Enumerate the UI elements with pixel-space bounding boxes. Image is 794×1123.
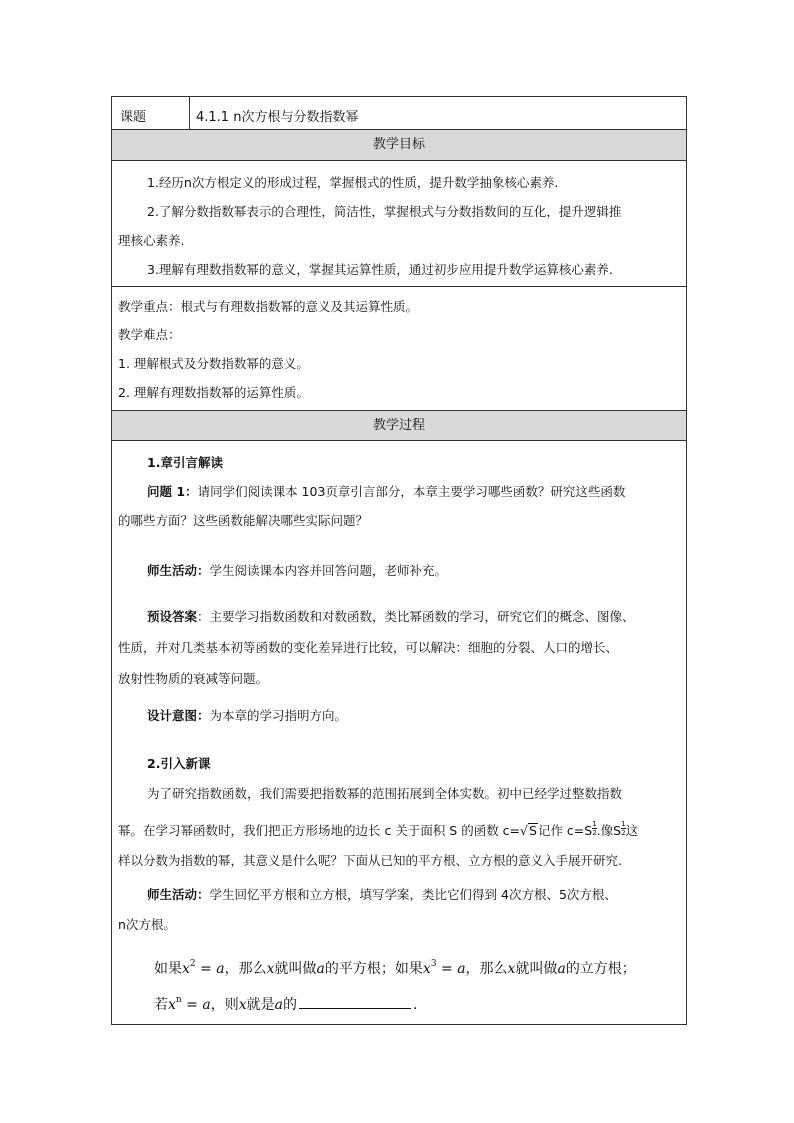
- sqrt-symbol: √S: [520, 823, 537, 838]
- question-text: 请同学们阅读课本 103页章引言部分，本章主要学习哪些函数？研究这些函数: [197, 484, 626, 499]
- math-definition-line: 如果$x^2 = a$，那么x就叫做a的平方根；如果$x^3 = a$，那么x就叫做a的立方根；: [154, 959, 636, 977]
- power-s-half: S $\frac{1}{2}$: [584, 820, 597, 838]
- intro-line: 幂。在学习幂函数时，我们把正方形场地的边长 c 关于面积 S 的函数 c=√S记作 c=S $\frac{1}{2}$ .像S $\frac{1}{2}$ 这: [118, 820, 639, 838]
- answer-line: 放射性物质的衰减等问题。: [118, 671, 269, 686]
- question-label: 问题 1：: [147, 484, 198, 499]
- keypoints-section: [112, 287, 686, 411]
- activity-text: 学生阅读课本内容并回答问题，老师补充。: [209, 563, 448, 578]
- process-header: [112, 411, 686, 441]
- difficulty-item: 2. 理解有理数指数幂的运算性质。: [118, 385, 309, 400]
- question-line: 的哪些方面？这些函数能解决哪些实际问题？: [118, 513, 369, 528]
- objective-item: 理核心素养.: [118, 233, 185, 248]
- process-section: [112, 441, 686, 1026]
- process-header-text: 教学过程: [372, 418, 425, 433]
- section-title: 1.章引言解读: [147, 455, 223, 470]
- fill-in-blank[interactable]: [299, 996, 411, 1009]
- power-s-half: S $\frac{1}{2}$: [613, 820, 626, 838]
- answer-line: 性质，并对几类基本初等函数的变化差异进行比较，可以解决：细胞的分裂、人口的增长、: [118, 640, 619, 655]
- activity-line: [147, 561, 447, 579]
- objectives-header-text: 教学目标: [372, 137, 425, 152]
- cell-divider: [189, 97, 190, 129]
- objective-item: 2.了解分数指数幂表示的合理性，简洁性，掌握根式与分数指数间的互化，提升逻辑推: [147, 204, 622, 219]
- lesson-title-row: [112, 97, 686, 130]
- section-title: 2.引入新课: [147, 756, 211, 771]
- activity-label: 师生活动：: [147, 563, 210, 578]
- intro-line: 样以分数为指数的幂，其意义是什么呢？下面从已知的平方根、立方根的意义入手展开研究.: [118, 853, 622, 868]
- difficulty-label: 教学难点：: [118, 327, 181, 342]
- intent-label: 设计意图：: [147, 708, 210, 723]
- answer-line: [147, 607, 635, 625]
- intent-text: 为本章的学习指明方向。: [209, 708, 348, 723]
- objectives-header: [112, 130, 686, 161]
- answer-text: ：主要学习指数函数和对数函数，类比幂函数的学习，研究它们的概念、图像、: [197, 609, 635, 624]
- question-line: [147, 482, 625, 500]
- math-definition-line: 若$x^n = a$，则x就是a的 .: [154, 995, 418, 1013]
- objective-item: 3.理解有理数指数幂的意义，掌握其运算性质，通过初步应用提升数学运算核心素养.: [147, 262, 613, 277]
- objective-item: 1.经历n次方根定义的形成过程，掌握根式的性质，提升数学抽象核心素养.: [147, 175, 559, 190]
- activity-text: 学生回忆平方根和立方根，填写学案，类比它们得到 4次方根、5次方根、: [209, 887, 617, 902]
- teaching-focus: 教学重点：根式与有理数指数幂的意义及其运算性质。: [118, 299, 419, 314]
- objectives-section: [112, 161, 686, 287]
- activity-line: n次方根。: [118, 917, 176, 932]
- lesson-label: 课题: [120, 110, 147, 125]
- intent-line: [147, 706, 347, 724]
- activity-label: 师生活动：: [147, 887, 210, 902]
- activity-line: [147, 885, 617, 903]
- lesson-title: 4.1.1 n次方根与分数指数幂: [196, 110, 359, 125]
- lesson-plan-table: [111, 96, 687, 1025]
- answer-label: 预设答案: [147, 609, 198, 624]
- intro-line: 为了研究指数函数，我们需要把指数幂的范围拓展到全体实数。初中已经学过整数指数: [147, 786, 623, 801]
- difficulty-item: 1. 理解根式及分数指数幂的意义。: [118, 356, 309, 371]
